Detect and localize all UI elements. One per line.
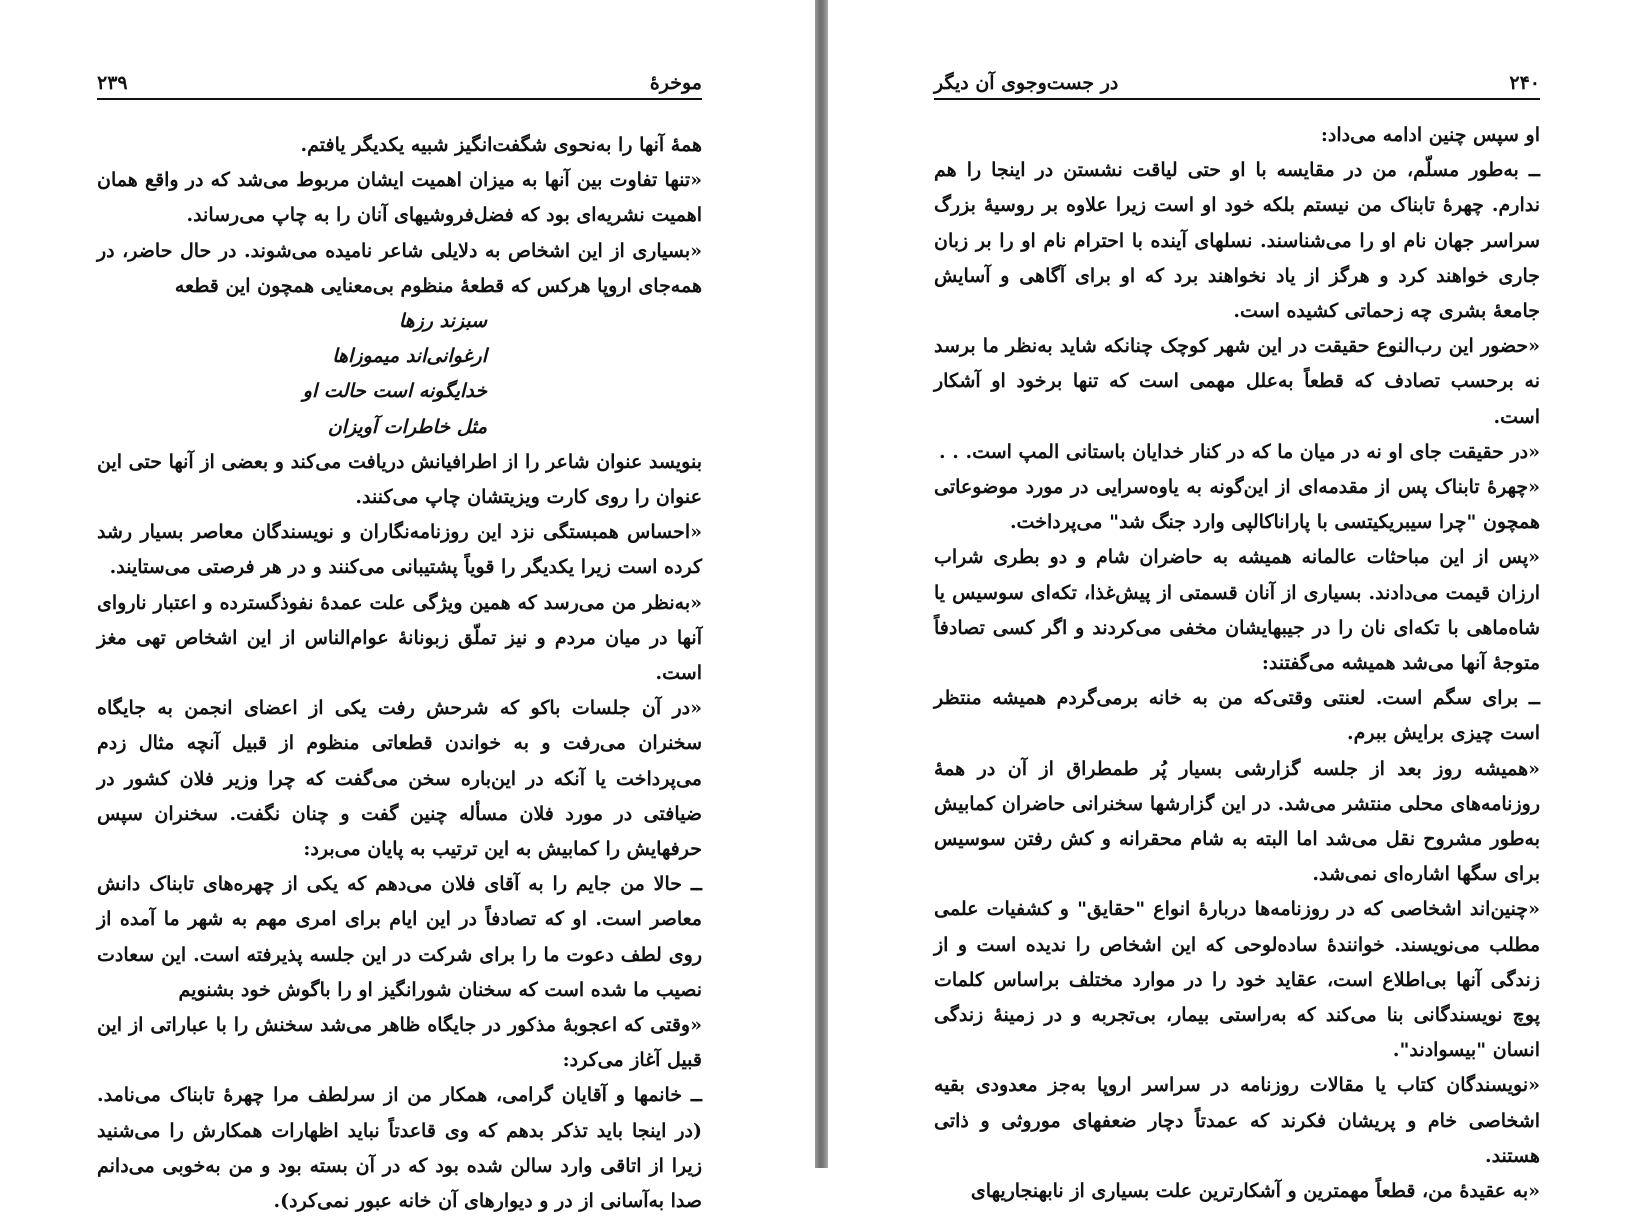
- paragraph: «حضور این رب‌النوع حقیقت در این شهر کوچک چنانکه شاید به‌نظر ما برسد نه برحسب تصادف که قطعاً به‌علل مهمی است که تنها برخود او آشکار است.: [934, 335, 1540, 428]
- left-page-header: [97, 66, 702, 100]
- paragraph: بنویسد عنوان شاعر را از اطرافیانش دریافت می‌کند و بعضی از آنها حتی این عنوان را روی کارت ویزیتشان چاپ می‌کنند.: [97, 450, 702, 509]
- paragraph: «بسیاری از این اشخاص به دلایلی شاعر نامیده می‌شوند. در حال حاضر، در همه‌جای اروپا هرکس که قطعهٔ منظوم بی‌معنایی همچون این قطعه: [97, 239, 702, 297]
- paragraph: «احساس همبستگی نزد این روزنامه‌نگاران و نویسندگان معاصر بسیار رشد کرده است زیرا یکدیگر را قویاً پشتیبانی می‌کنند و در هر فرصتی می‌ستایند.: [97, 521, 702, 579]
- right-page: [828, 0, 1627, 1203]
- paragraph: ــ به‌طور مسلّم، من در مقایسه با او حتی لیاقت نشستن در اینجا را هم ندارم. چهرهٔ تابناک من نیستم بلکه خود او است زیرا علاوه بر روسیهٔ بزرگ سراسر جهان نام او را می‌شناسند. نسلهای آینده با احترام نام او را بر زبان جاری خواهند کرد و هرگز از یاد نخواهند برد که او برای آگاهی و آسایش جامعهٔ بشری چه زحماتی کشیده است.: [934, 159, 1540, 323]
- paragraph: «چهرهٔ تابناک پس از مقدمه‌ای از این‌گونه به یاوه‌سرایی در مورد موضوعاتی همچون "چرا سیبریکیتسی با پاراناکالپی وارد جنگ شد" می‌پرداخت.: [934, 476, 1540, 534]
- left-page: [0, 0, 815, 1213]
- left-page-body: [97, 128, 702, 1219]
- paragraph: همهٔ آنها را به‌نحوی شگفت‌انگیز شبیه یکدیگر یافتم.: [300, 134, 702, 156]
- left-running-title: موخرهٔ: [649, 72, 702, 94]
- right-page-number: ۲۴۰: [1509, 72, 1540, 94]
- right-running-title: در جست‌وجوی آن دیگر: [934, 72, 1119, 94]
- verse-line: ارغوانی‌اند میموزاها: [332, 345, 487, 368]
- right-page-body: [934, 118, 1540, 1209]
- paragraph: «وقتی که اعجوبهٔ مذکور در جایگاه ظاهر می‌شد سخنش را با عباراتی از این قبیل آغاز می‌کرد:: [97, 1014, 702, 1072]
- paragraph: «به عقیدهٔ من، قطعاً مهمترین و آشکارترین علت بسیاری از نابهنجاریهای: [970, 1180, 1540, 1203]
- paragraph: «در حقیقت جای او نه در میان ما که در کنار خدایان باستانی المپ است. . .: [939, 440, 1540, 463]
- verse-line: مثل خاطرات آویزان: [327, 415, 487, 438]
- paragraph: «چنین‌اند اشخاصی که در روزنامه‌ها دربارهٔ انواع "حقایق" و کشفیات علمی مطلب می‌نویسند. خوانندهٔ ساده‌لوحی که این اشخاص را ندیده است و از زندگی آنها بی‌اطلاع است، عقاید خود را در موارد مختلف براساس کلمات پوچ نویسندگانی بنا می‌کند که به‌راستی بیمار، بی‌تجربه و در زمینهٔ زندگی انسان "بیسوادند".: [934, 898, 1540, 1062]
- paragraph: او سپس چنین ادامه می‌داد:: [1320, 124, 1540, 146]
- paragraph: «تنها تفاوت بین آنها به میزان اهمیت ایشان مربوط می‌شد که در واقع همان اهمیت نشریه‌ای بود که فضل‌فروشیهای آنان را به چاپ می‌رساند.: [97, 169, 702, 227]
- right-page-header: [934, 66, 1540, 100]
- paragraph: «همیشه روز بعد از جلسه گزارشی بسیار پُر طمطراق از آن در همهٔ روزنامه‌های محلی منتشر می‌شد. در این گزارشها سخنرانی حاضران کمابیش به‌طور مشروح نقل می‌شد اما البته به شام محقرانه و کش رفتن سوسیس برای سگها اشاره‌ای نمی‌شد.: [934, 757, 1540, 886]
- paragraph: ــ برای سگم است. لعنتی وقتی‌که من به خانه برمی‌گردم همیشه منتظر است چیزی برایش ببرم.: [934, 687, 1540, 745]
- book-spine-gutter: [815, 0, 828, 1168]
- verse-line: خدایگونه است حالت او: [302, 380, 487, 403]
- verse-line: سبزند رزها: [398, 310, 487, 333]
- paragraph: ــ حالا من جایم را به آقای فلان می‌دهم که یکی از چهره‌های تابناک دانش معاصر است. او که تصادفاً در این ایام برای امری مهم به شهر ما آمده از روی لطف دعوت ما را برای شرکت در این جلسه پذیرفته است. این سعادت نصیب ما شده است که سخنان شورانگیز او را باگوش خود بشنویم: [97, 873, 702, 1001]
- left-page-number: ۲۳۹: [97, 72, 128, 94]
- paragraph: ــ خانمها و آقایان گرامی، همکار من از سرلطف مرا چهرهٔ تابناک می‌نامد. (در اینجا باید تذکر بدهم که وی قاعدتاً نباید اظهارات همکارش را می‌شنید زیرا از اتاقی وارد سالن شده بود که در آن بسته بود و من به‌خوبی می‌دانم صدا به‌آسانی از در و دیوارهای آن خانه عبور نمی‌کرد).: [97, 1084, 702, 1213]
- paragraph: «در آن جلسات باکو که شرحش رفت یکی از اعضای انجمن به جایگاه سخنران می‌رفت و به خواندن قطعاتی منظوم از قبیل آنچه مثال زدم می‌پرداخت یا آنکه در این‌باره سخن می‌گفت که چرا وزیر فلان کشور در ضیافتی در مورد فلان مسأله چنین گفت و چنان نگفت. سخنران سپس حرفهایش را کمابیش به این ترتیب به پایان می‌برد:: [97, 697, 702, 861]
- paragraph: «پس از این مباحثات عالمانه همیشه به حاضران شام و دو بطری شراب ارزان قیمت می‌دادند. بسیاری از آنان قسمتی از پیش‌غذا، تکه‌ای سوسیس یا شاه‌ماهی با تکه‌ای نان را در جیبهایشان مخفی می‌کردند و اگر کسی تصادفاً متوجهٔ آنها می‌شد همیشه می‌گفتند:: [934, 546, 1540, 675]
- paragraph: «نویسندگان کتاب یا مقالات روزنامه در سراسر اروپا به‌جز معدودی بقیه اشخاصی خام و پریشان فکرند که عمدتاً دچار ضعفهای موروثی و ذاتی هستند.: [934, 1074, 1540, 1167]
- paragraph: «به‌نظر من می‌رسد که همین ویژگی علت عمدهٔ نفوذگسترده و اعتبار ناروای آنها در میان مردم و نیز تملّق زبونانهٔ عوام‌الناس از این اشخاص تهی مغز است.: [97, 591, 702, 685]
